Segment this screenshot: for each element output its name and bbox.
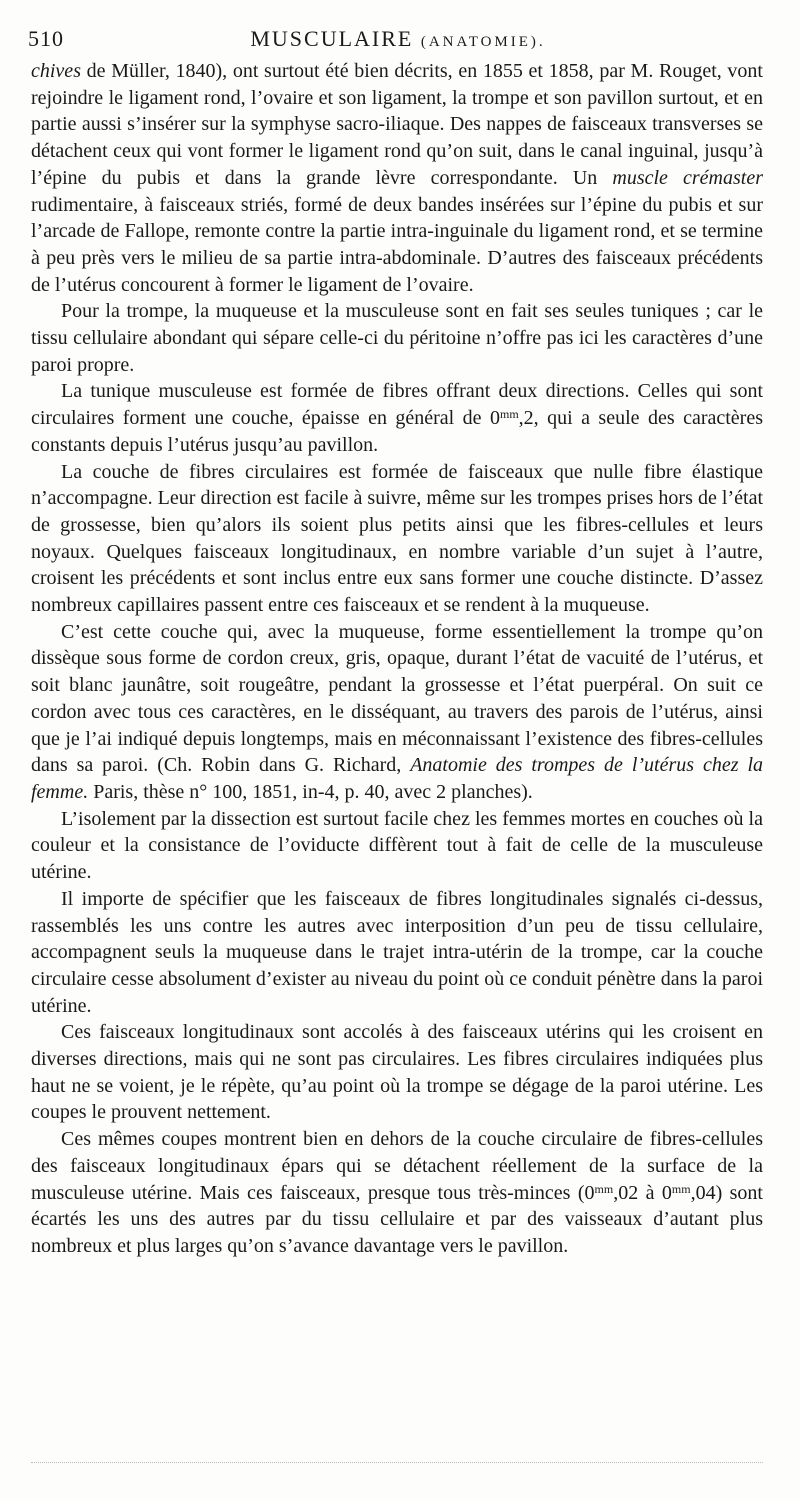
paragraph-3-unit: mm [500,407,519,422]
paragraph-1-text-d: rudimentaire, à faisceaux striés, formé de deux bandes insérées sur l’épine du pubis et sur l’arcade de Fallope, remonte contre la partie intra-inguinale du ligament rond, et se termine à peu près vers le milieu de sa partie intra-abdominale. D’autres des faisceaux précédents de l’utérus concourent à former le ligament de l’ovaire. [31,193,763,296]
running-title: MUSCULAIRE [250,26,414,51]
paragraph-8: Ces faisceaux longitudinaux sont accolés à des faisceaux utérins qui les croisent en diverses directions, mais qui ne sont pas circulaires. Les fibres circulaires indiquées plus haut ne se voient, je le répète, qu’au point où la trompe se dégage de la paroi utérine. Les coupes le prouvent nettement. [31,1021,763,1124]
paragraph-9 [31,1126,763,1260]
paragraph-3-text-a: La tunique musculeuse est formée de fibres offrant deux directions. Celles qui sont circulaires forment une couche, épaisse en général de 0 [31,380,763,430]
paragraph-4: La couche de fibres circulaires est formée de faisceaux que nulle fibre élastique n’accompagne. Leur direction est facile à suivre, même sur les trompes prises hors de l’état de grossesse, bien qu’alors ils soient plus petits ainsi que les fibres-cellules et leurs noyaux. Quelques faisceaux longitudinaux, en nombre variable d’un sujet à l’autre, croisent les précédents et sont inclus entre eux sans former une couche distincte. D’assez nombreux capillaires passent entre ces faisceaux et se rendent à la muqueuse. [31,460,763,617]
paragraph-5-italic-b: Anatomie des trompes de l’utérus chez la femme. [31,754,764,803]
paragraph-7: Il importe de spécifier que les faisceaux de fibres longitudinales signalés ci-dessus, rassemblés les uns contre les autres avec interposition d’un peu de tissu cellulaire, accompagnent seuls la muqueuse dans le trajet intra-utérin de la trompe, car la couche circulaire cesse absolument d’exister au niveau du point où ce conduit pénètre dans la paroi utérine. [31,887,763,1017]
paragraph-9-unit-2: mm [671,1181,691,1196]
paragraph-2: Pour la trompe, la muqueuse et la musculeuse sont en fait ses seules tuniques ; car le tissu cellulaire abondant qui sépare celle-ci du péritoine n’offre pas ici les caractères d’une paroi propre. [31,300,763,376]
paragraph-9-text-b: ,02 à 0 [613,1181,672,1204]
running-subtitle: (ANATOMIE). [420,34,546,50]
paragraph-1-italic-a: chives [31,60,81,82]
paragraph-1 [31,58,763,298]
paragraph-3 [31,378,763,458]
paragraph-3-text-b: ,2, qui a seule des caractères constants depuis l’utérus jusqu’au pavillon. [31,407,763,456]
footer-dotted-rule [31,1462,763,1463]
paragraph-5-text-a: C’est cette couche qui, avec la muqueuse, forme essentiellement la trompe qu’on dissèque sous forme de cordon creux, gris, opaque, durant l’état de vacuité de l’utérus, et soit blanc jaunâtre, soit rougeâtre, pendant la grossesse et l’état puerpéral. On suit ce cordon avec tous ces caractères, en le disséquant, au travers des parois de l’utérus, ainsi que je l’ai indiqué depuis longtemps, mais en méconnaissant l’existence des fibres-cellules dans sa paroi. (Ch. Robin dans G. Richard, [31,620,763,777]
paragraph-9-text-a: Ces mêmes coupes montrent bien en dehors de la couche circulaire de fibres-cellules des faisceaux longitudinaux épars qui se détachent réellement de la surface de la musculeuse utérine. Mais ces faisceaux, presque tous très-minces (0 [31,1128,763,1204]
running-head [28,26,768,52]
body-text [31,58,763,1260]
paragraph-5-text-c: Paris, thèse n° 100, 1851, in-4, p. 40, avec 2 planches). [88,780,533,803]
paragraph-9-unit-1: mm [594,1181,614,1196]
paragraph-9-text-c: ,04) sont écartés les uns des autres par du tissu cellulaire et par des vaisseaux d’autant plus nombreux et plus larges qu’on s’avance davantage vers le pavillon. [31,1181,763,1257]
paragraph-6: L’isolement par la dissection est surtout facile chez les femmes mortes en couches où la couleur et la consistance de l’oviducte diffèrent tout à fait de celle de la musculeuse utérine. [31,807,763,884]
paragraph-1-text-b: de Müller, 1840), ont surtout été bien décrits, en 1855 et 1858, par M. Rouget, vont rejoindre le ligament rond, l’ovaire et son ligament, la trompe et son pavillon surtout, et en partie aussi s’insérer sur la symphyse sacro-iliaque. Des nappes de faisceaux transverses se détachent ceux qui vont former le ligament rond qu’on suit, dans le canal inguinal, jusqu’à l’épine du pubis et dans la grande lèvre correspondante. Un [31,60,763,189]
page-header [28,20,768,54]
paragraph-1-italic-c: muscle crémaster [612,166,763,189]
page-number: 510 [28,26,64,51]
paragraph-5 [31,619,763,806]
